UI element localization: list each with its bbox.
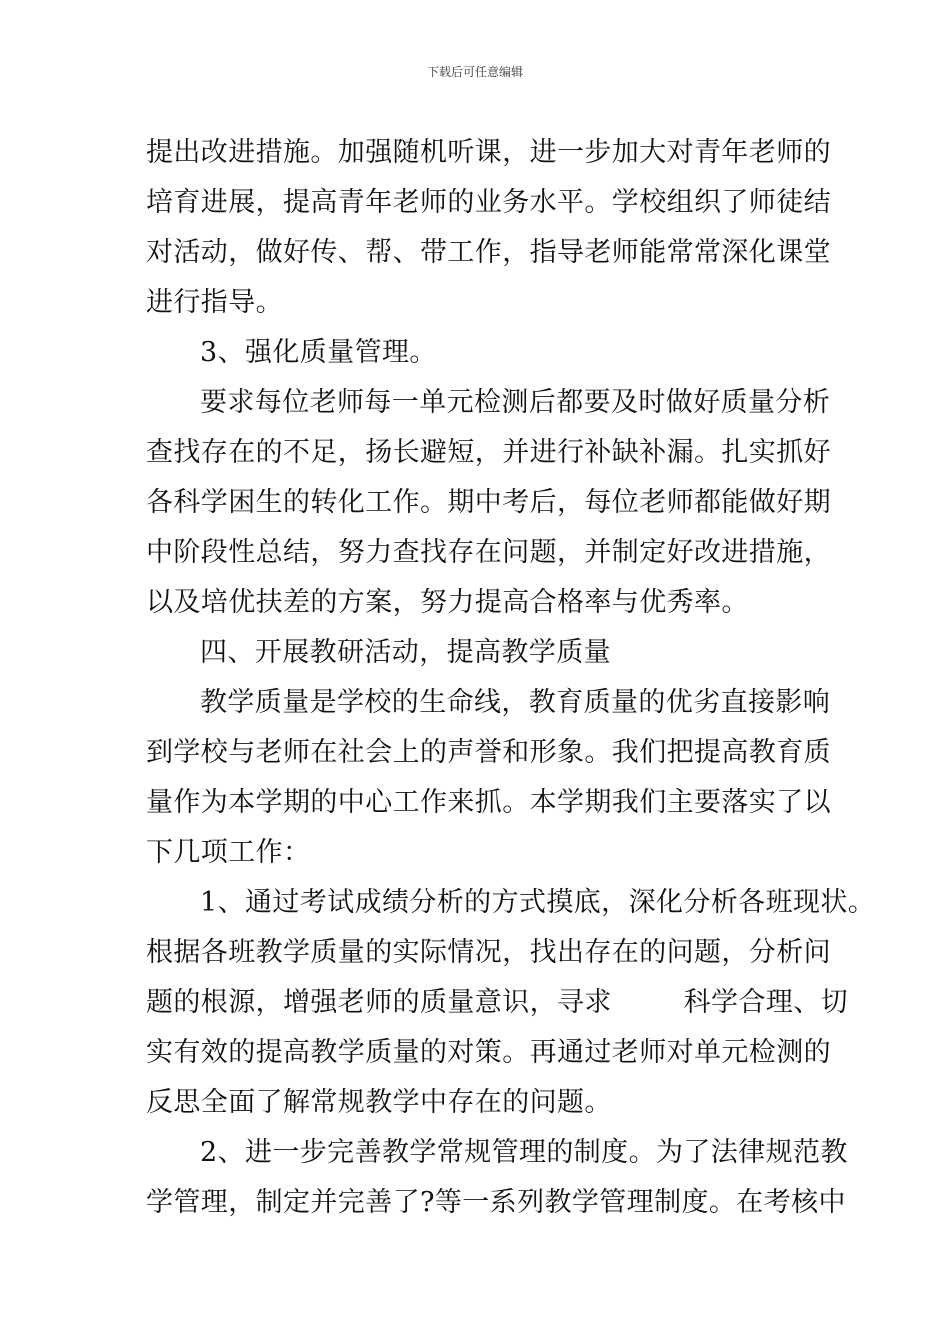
section-heading: 四、开展教研活动，提高教学质量 [200, 637, 611, 668]
text-line: 要求每位老师每一单元检测后都要及时做好质量分析 [200, 387, 831, 418]
text-line: 以及培优扶差的方案，努力提高合格率与优秀率。 [146, 587, 749, 618]
text-line: 各科学困生的转化工作。期中考后，每位老师都能做好期 [146, 487, 831, 518]
text-line: 反思全面了解常规教学中存在的问题。 [146, 1087, 612, 1118]
text-line: 教学质量是学校的生命线，教育质量的优劣直接影响 [200, 687, 831, 718]
text-line: 量作为本学期的中心工作来抓。本学期我们主要落实了以 [146, 787, 831, 818]
text-line: 根据各班教学质量的实际情况，找出存在的问题，分析问 [146, 937, 831, 968]
text-line: 进行指导。 [146, 287, 283, 318]
text-line: 对活动，做好传、帮、带工作，指导老师能常常深化课堂 [146, 237, 831, 268]
section-heading: 3、强化质量管理。 [200, 337, 437, 368]
text-line: 下几项工作： [146, 837, 311, 868]
text-line: 中阶段性总结，努力查找存在问题，并制定好改进措施， [146, 537, 831, 568]
text-line: 2、进一步完善教学常规管理的制度。为了法律规范教 [200, 1137, 848, 1168]
text-line: 查找存在的不足，扬长避短，并进行补缺补漏。扎实抓好 [146, 437, 831, 468]
text-line: 实有效的提高教学质量的对策。再通过老师对单元检测的 [146, 1037, 831, 1068]
text-line: 到学校与老师在社会上的声誉和形象。我们把提高教育质 [146, 737, 831, 768]
text-line: 1、通过考试成绩分析的方式摸底，深化分析各班现状。 [200, 887, 876, 918]
text-line: 提出改进措施。加强随机听课，进一步加大对青年老师的 [146, 137, 831, 168]
text-line: 培育进展，提高青年老师的业务水平。学校组织了师徒结 [146, 187, 831, 218]
text-line: 题的根源，增强老师的质量意识，寻求 科学合理、切 [146, 987, 849, 1018]
document-body [146, 128, 876, 1228]
page-header: 下载后可任意编辑 [426, 65, 523, 79]
text-line: 学管理，制定并完善了?等一系列教学管理制度。在考核中 [146, 1187, 846, 1218]
